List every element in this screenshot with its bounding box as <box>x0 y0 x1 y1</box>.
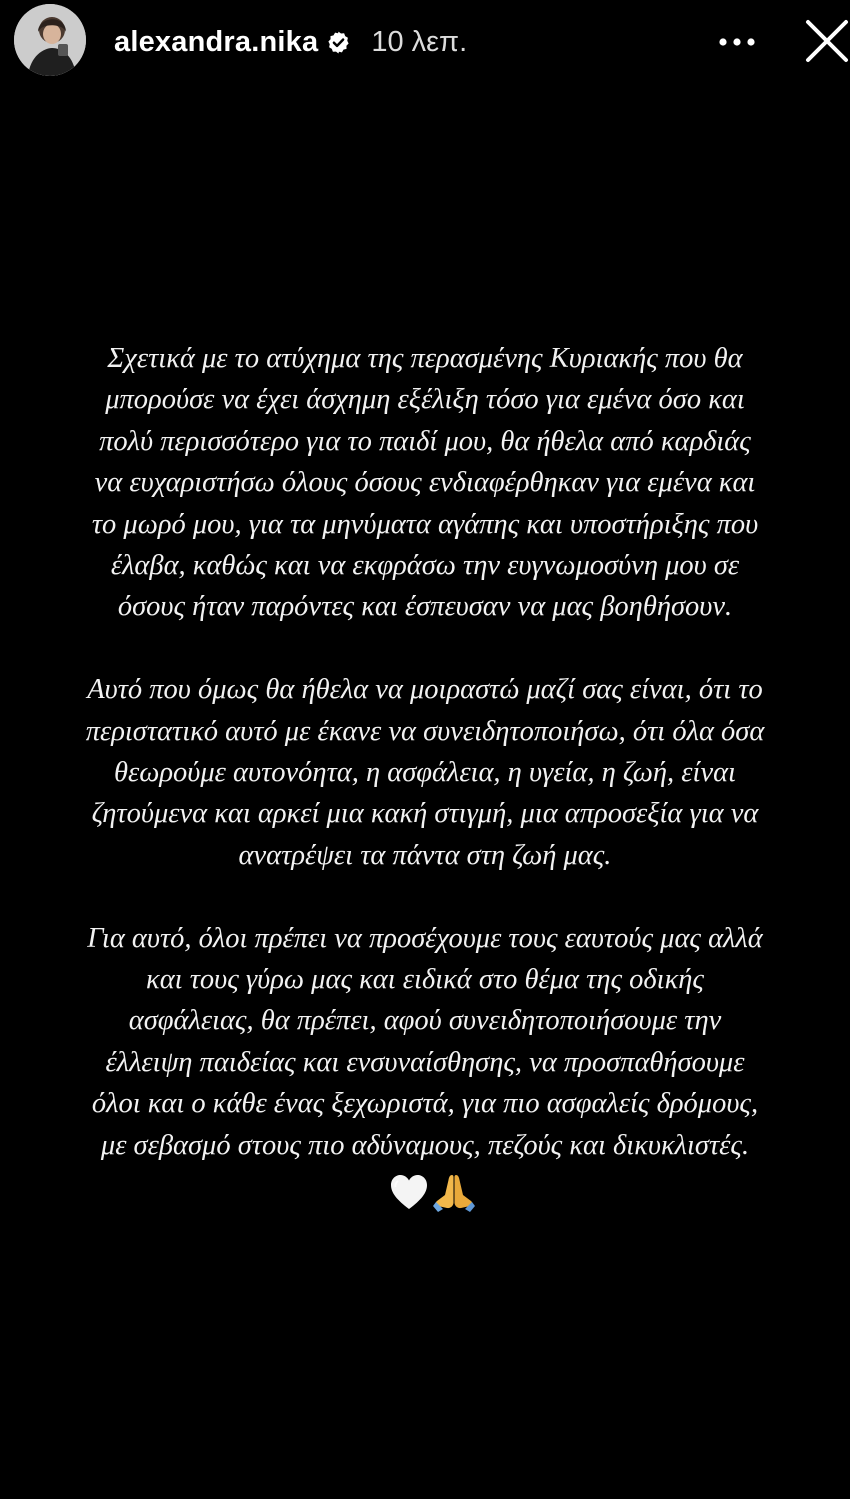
story-line: πολύ περισσότερο για το παιδί μου, θα ήθελα από καρδιάς <box>99 425 751 457</box>
white-heart-icon <box>388 1172 430 1212</box>
story-line: ασφάλειας, θα πρέπει, αφού συνειδητοποιήσουμε την <box>128 1005 722 1037</box>
avatar[interactable] <box>14 4 86 76</box>
verified-badge-icon <box>326 30 351 55</box>
story-line: ανατρέψει τα πάντα στη ζωή μας. <box>238 839 612 871</box>
story-line: όλοι και ο κάθε ένας ξεχωριστά, για πιο ασφαλείς δρόμους, <box>91 1088 759 1120</box>
emoji-row <box>388 1170 478 1214</box>
story-paragraph-1 <box>30 338 820 628</box>
more-horizontal-icon <box>719 37 755 47</box>
avatar-photo <box>14 4 86 76</box>
story-header <box>0 0 850 84</box>
story-line: με σεβασμό στους πιο αδύναμους, πεζούς και δικυκλιστές. <box>100 1129 750 1161</box>
story-line: ζητούμενα και αρκεί μια κακή στιγμή, μια απροσεξία για να <box>91 798 759 830</box>
close-icon <box>800 14 850 68</box>
story-message <box>30 338 820 1166</box>
story-line: Σχετικά με το ατύχημα της περασμένης Κυριακής που θα <box>107 343 743 374</box>
post-time: 10 λεπ. <box>371 25 468 58</box>
username-row <box>114 20 467 64</box>
story-paragraph-3 <box>30 918 820 1166</box>
story-line: και τους γύρω μας και ειδικά στο θέμα της οδικής <box>146 964 704 996</box>
story-line: μπορούσε να έχει άσχημη εξέλιξη τόσο για εμένα όσο και <box>105 384 745 416</box>
story-line: να ευχαριστήσω όλους όσους ενδιαφέρθηκαν για εμένα και <box>94 467 756 499</box>
story-line: όσους ήταν παρόντες και έσπευσαν να μας βοηθήσουν. <box>117 591 733 623</box>
story-line: έλλειψη παιδείας και ενσυναίσθησης, να προσπαθήσουμε <box>105 1046 745 1078</box>
story-paragraph-2 <box>30 669 820 876</box>
story-line: έλαβα, καθώς και να εκφράσω την ευγνωμοσύνη μου σε <box>110 550 740 582</box>
story-line: το μωρό μου, για τα μηνύματα αγάπης και υποστήριξης που <box>91 508 759 540</box>
more-options-button[interactable] <box>714 22 760 62</box>
story-line: Για αυτό, όλοι πρέπει να προσέχουμε τους εαυτούς μας αλλά <box>87 922 763 954</box>
folded-hands-icon <box>432 1171 476 1213</box>
story-line: περιστατικό αυτό με έκανε να συνειδητοποιήσω, ότι όλα όσα <box>85 715 765 747</box>
close-button[interactable] <box>800 14 850 68</box>
username[interactable]: alexandra.nika <box>114 25 319 58</box>
story-line: Αυτό που όμως θα ήθελα να μοιραστώ μαζί σας είναι, ότι το <box>87 674 763 706</box>
story-line: θεωρούμε αυτονόητα, η ασφάλεια, η υγεία, η ζωή, είναι <box>114 757 736 789</box>
